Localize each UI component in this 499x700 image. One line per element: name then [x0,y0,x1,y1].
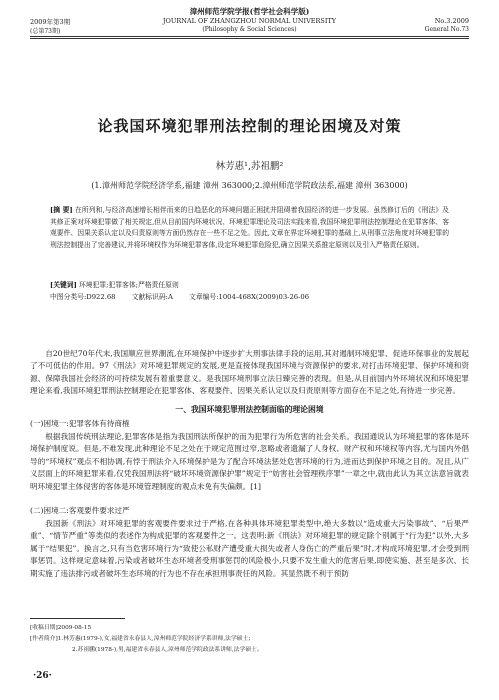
serial-right: General No.73 [424,26,469,33]
footnote-rule [30,618,125,619]
clc-number: 中图分类号:D922.68 [50,293,116,301]
subheading-1: (一)困境一:犯罪客体有待商榷 [30,419,130,428]
page-number: ·26· [33,671,52,681]
footnote-received: [收稿日期]2009-08-15 [30,625,92,631]
keywords-text: 环境犯罪;犯罪客体;严格责任原则 [79,281,179,289]
abstract-label: [摘 要] [50,206,73,214]
section-heading-1: 一、我国环境犯罪刑法控制面临的理论困境 [175,405,324,414]
keywords-label: [关键词] [50,281,77,289]
abstract [50,205,449,251]
journal-name-en: JOURNAL OF ZHANGZHOU NORMAL UNIVERSITY [162,17,337,25]
article-title: 论我国环境犯罪刑法控制的理论困境及对策 [97,117,402,135]
body-paragraph-2: 根据我国传统刑法理论,犯罪客体是指为我国刑法所保护的而为犯罪行为所危害的社会关系。我国通说认为环境犯罪的客体是环境保护制度说。但是,不难发现,此种理论不足之处在于规定范围过窄,忽略或者遗漏了人身权、财产权和环境权等内容,尤与国内外倡导的“环境权”观点不相协调,有悖于刑法介入环境保护是为了配合环境法惩处危害环境的行为,进而达到保护环境之目的。况且,从广义层面上的环境犯罪来看,仅凭我国刑法将“破坏环境资源保护罪”规定于“妨害社会管理秩序罪”一章之中,就由此认为其立法意旨就表明环境犯罪主体侵害的客体是环境管理制度的观点未免有失偏颇。[1] [30,432,469,491]
footnote-author-1: [作者简介]1.林芳惠(1979-),女,福建省永春县人,漳州师范学院经济学系讲师,法学硕士; [30,636,251,642]
issue-right: No.3.2009 [434,17,469,25]
body-paragraph-1: 自20世纪70年代末,我国顺应世界潮流,在环境保护中逐步扩大刑事法律手段的运用,其对遏制环境犯罪、促进环保事业的发展起了不可低估的作用。97《刑法》对环境犯罪规定的发展,更是直接体现我国环境与资源保护的要求,对打击环境犯罪、保护环境和资源、保障我国社会经济的可持续发展有着重要意义。是我国环境刑事立法日臻完善的表现。但是,从目前国内外环境状况和环境犯罪理论来看,我国环境犯罪刑法控制理论在犯罪客体、客观要件、因果关系认定以及归责原则等方面存在不足之处,有待进一步完善。 [30,349,469,396]
document-code: 文献标识码:A [131,293,173,301]
issue-left: 2009年第3期 [30,18,71,26]
keywords [50,279,449,289]
journal-subtitle-en: (Philosophy & Social Sciences) [202,26,297,33]
subheading-2: (二)困境二:客观要件要求过严 [30,506,130,515]
header-rule [30,36,469,37]
body-paragraph-3: 我国新《刑法》对环境犯罪的客观要件要求过于严格,在各种具体环境犯罪类型中,绝大多数以“造成重大污染事故”、“后果严重”、“情节严重”等类似的表述作为构成犯罪的客观要件之一。这表明:新《刑法》对环境犯罪的规定除个别属于“行为犯”以外,大多属于“结果犯”。换言之,只有当危害环境行为“致使公私财产遭受重大损失或者人身伤亡的严重后果”时,才构成环境犯罪,才会受到刑事惩罚。这样规定意味着,污染或者破坏生态环境者受刑事惩罚的风险极小,只要不发生重大的危害后果,即使实施、甚至是多次、长期实施了违法排污或者破坏生态环境的行为也不存在承担刑事责任的风险。其显然既不利于预防 [30,519,469,578]
article-number: 文章编号:1004-468X(2009)03-26-06 [189,293,310,301]
abstract-text: 在所列和,与经济高速增长相伴而来的日趋恶化的环境问题正困扰并阻碍着我国经济的进一步发展。虽然修订后的《刑法》及其修正案对环境犯罪做了相关规定,但从目前国内环境状况、环境犯罪理论及司法实践来看,我国环境犯罪刑法控制理论在犯罪客体、客观要件、因果关系认定以及归责原则等方面仍然存在一些不足之处。因此,文章在界定环境犯罪的基础上,从刑事立法角度对环境犯罪的刑法控制提出了完善建议,并将环境权作为环境犯罪客体,设定环境犯罪危险犯,确立因果关系推定原则以及引入严格责任原则。 [50,206,449,249]
article-authors: 林芳惠¹,苏祖鹏² [215,161,284,172]
header-rule-thin [30,38,469,39]
author-affiliation: (1.漳州师范学院经济学系,福建 漳州 363000;2.漳州师范学院政法系,福建 漳州 363000) [91,181,408,190]
serial-left: (总第73期) [30,28,61,35]
classification-row [50,291,449,301]
journal-name-cn: 漳州师范学院学报(哲学社会科学版) [189,7,310,16]
footnote-author-2: 2.苏祖鹏(1978-),男,福建省永春县人,漳州师范学院政法系讲师,法学硕士。 [72,647,263,653]
